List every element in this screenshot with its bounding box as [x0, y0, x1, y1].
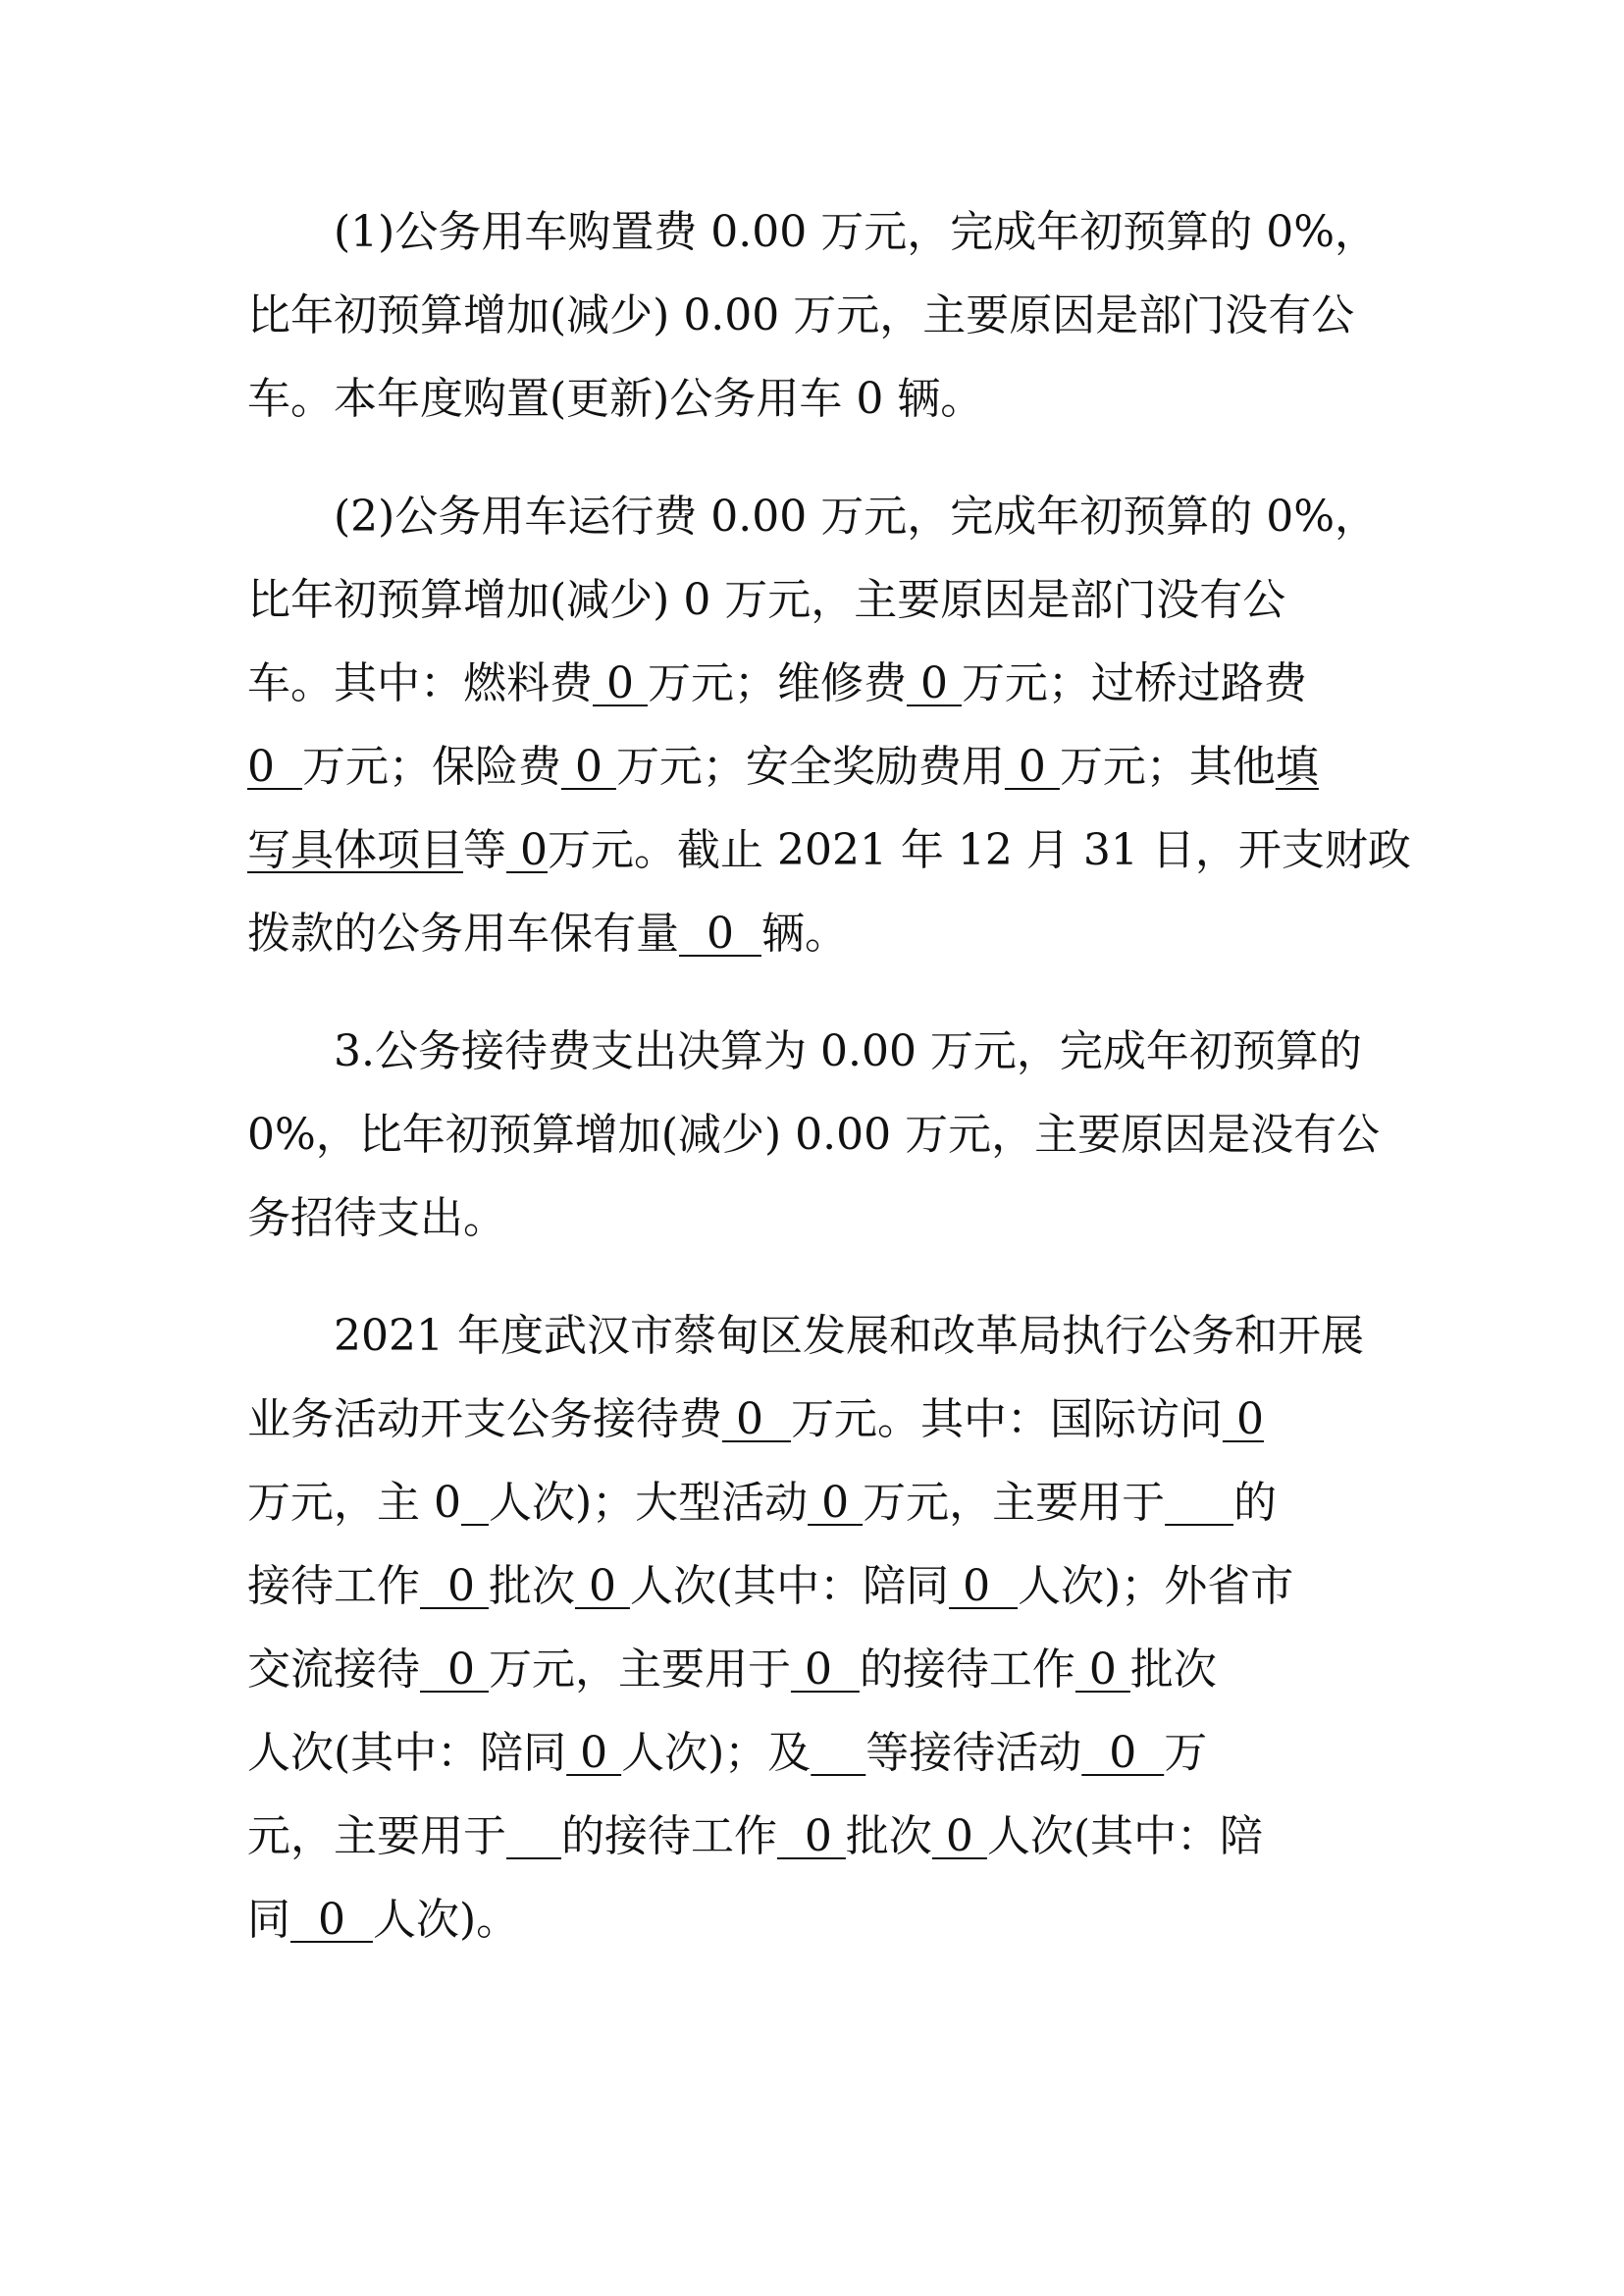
- underlined-field: 0: [949, 1561, 1019, 1611]
- text-segment: 批次: [845, 1811, 932, 1861]
- text-segment: 0%，比年初预算增加(减少) 0.00 万元，主要原因是没有公: [247, 1110, 1381, 1160]
- text-segment: 万元，主要用于: [863, 1478, 1166, 1528]
- text-segment: 万元；安全奖励费用: [615, 742, 1005, 792]
- underlined-field: 0: [1004, 742, 1060, 792]
- text-line: [247, 368, 983, 431]
- underlined-field: 0: [566, 1728, 622, 1778]
- text-segment: 等接待活动: [865, 1728, 1082, 1778]
- text-line: [247, 1104, 1380, 1167]
- underlined-field: 0: [790, 1644, 860, 1695]
- text-line: [334, 201, 1378, 264]
- text-segment: 业务活动开支公务接待费: [247, 1394, 722, 1444]
- underlined-field: 0: [1074, 1644, 1130, 1695]
- underlined-field: 0: [420, 1561, 489, 1611]
- underlined-field: 写具体项目: [247, 825, 463, 875]
- text-segment: 辆。: [760, 909, 848, 959]
- text-segment: 人次)。: [372, 1895, 520, 1945]
- text-segment: 拨款的公务用车保有量: [247, 909, 679, 959]
- underlined-field: 0: [1222, 1394, 1264, 1444]
- text-line: [247, 1555, 1293, 1618]
- text-segment: 万元；保险费: [301, 742, 561, 792]
- underlined-field: 0: [722, 1394, 791, 1444]
- text-line: [247, 1388, 1264, 1451]
- underlined-field: 0: [776, 1811, 846, 1861]
- text-line: [247, 1889, 519, 1952]
- text-segment: 的: [1233, 1478, 1278, 1528]
- text-segment: 人次)；外省市: [1018, 1561, 1294, 1611]
- text-segment: 人次(其中：陪: [986, 1811, 1264, 1861]
- text-segment: 比年初预算增加(减少) 0.00 万元，主要原因是部门没有公: [247, 290, 1355, 340]
- underlined-field: [461, 1478, 489, 1528]
- underlined-field: 0: [679, 909, 761, 959]
- underlined-field: 0: [420, 1644, 489, 1695]
- text-line: [247, 569, 1285, 632]
- text-line: [247, 652, 1307, 715]
- text-segment: 人次(其中：陪同: [247, 1728, 567, 1778]
- text-segment: 人次)；及: [621, 1728, 812, 1778]
- text-line: [334, 1305, 1364, 1368]
- text-segment: (1)公务用车购置费 0.00 万元，完成年初预算的 0%，: [334, 207, 1379, 257]
- text-line: [247, 1722, 1207, 1785]
- underlined-field: [506, 1811, 561, 1861]
- underlined-field: 0: [808, 1478, 864, 1528]
- text-line: [247, 1187, 506, 1250]
- text-segment: 万元。截止 2021 年 12 月 31 日，开支财政: [547, 825, 1411, 875]
- underlined-field: 0: [574, 1561, 630, 1611]
- underlined-field: 0: [931, 1811, 987, 1861]
- text-segment: 务招待支出。: [247, 1193, 506, 1243]
- text-segment: 比年初预算增加(减少) 0 万元，主要原因是部门没有公: [247, 575, 1286, 625]
- underlined-field: [811, 1728, 865, 1778]
- text-line: [334, 1020, 1362, 1083]
- text-segment: (2)公务用车运行费 0.00 万元，完成年初预算的 0%，: [334, 492, 1379, 542]
- text-segment: 万元；其他: [1059, 742, 1276, 792]
- text-segment: 人次)；大型活动: [488, 1478, 809, 1528]
- text-line: [334, 486, 1378, 548]
- text-segment: 万元，主要用于: [488, 1644, 791, 1695]
- text-segment: 车。其中：燃料费: [247, 658, 593, 708]
- underlined-field: 0: [247, 742, 302, 792]
- underlined-field: 0: [290, 1895, 373, 1945]
- text-segment: 万元；过桥过路费: [961, 658, 1307, 708]
- text-line: [247, 1805, 1263, 1868]
- underlined-field: 0: [560, 742, 616, 792]
- underlined-field: [1165, 1478, 1233, 1528]
- underlined-field: 0: [506, 825, 548, 875]
- text-line: [247, 819, 1411, 882]
- text-segment: 万元，主 0: [247, 1478, 461, 1528]
- text-line: [247, 903, 848, 965]
- underlined-field: 填: [1275, 742, 1319, 792]
- text-segment: 同: [247, 1895, 290, 1945]
- text-segment: 交流接待: [247, 1644, 420, 1695]
- text-segment: 3.公务接待费支出决算为 0.00 万元，完成年初预算的: [334, 1026, 1362, 1076]
- text-segment: 的接待工作: [560, 1811, 777, 1861]
- underlined-field: 0: [593, 658, 648, 708]
- text-segment: 人次(其中：陪同: [629, 1561, 950, 1611]
- text-segment: 万: [1164, 1728, 1208, 1778]
- text-segment: 元，主要用于: [247, 1811, 506, 1861]
- text-segment: 的接待工作: [859, 1644, 1075, 1695]
- text-segment: 万元；维修费: [647, 658, 907, 708]
- text-line: [247, 1472, 1277, 1535]
- text-segment: 2021 年度武汉市蔡甸区发展和改革局执行公务和开展: [334, 1311, 1364, 1361]
- underlined-field: 0: [1081, 1728, 1165, 1778]
- text-segment: 接待工作: [247, 1561, 420, 1611]
- text-line: [247, 1639, 1217, 1701]
- text-line: [247, 736, 1319, 799]
- text-segment: 批次: [1129, 1644, 1217, 1695]
- text-line: [247, 285, 1354, 347]
- text-segment: 等: [463, 825, 506, 875]
- text-segment: 万元。其中：国际访问: [790, 1394, 1223, 1444]
- underlined-field: 0: [906, 658, 962, 708]
- text-segment: 批次: [488, 1561, 575, 1611]
- text-segment: 车。本年度购置(更新)公务用车 0 辆。: [247, 374, 984, 424]
